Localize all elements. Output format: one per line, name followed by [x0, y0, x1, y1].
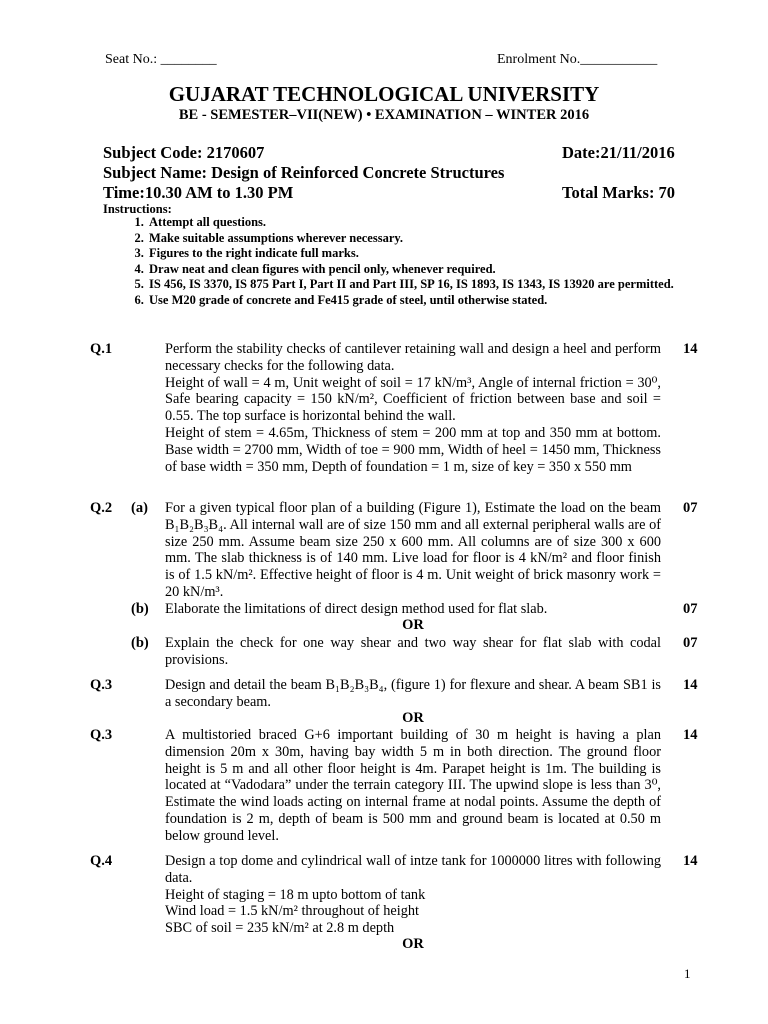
question-number: Q.2 — [90, 500, 113, 516]
instruction-item: 5. IS 456, IS 3370, IS 875 Part I, Part II and Part III, SP 16, IS 1893, IS 1343, IS 13920 are permitted. — [147, 277, 717, 293]
semester-line: BE - SEMESTER–VII(NEW) • EXAMINATION – WINTER 2016 — [178, 107, 590, 123]
question-paragraph: Height of stem = 4.65m, Thickness of stem = 200 mm at top and 350 mm at bottom. Base width = 2700 mm, Width of toe = 900 mm, Width of heel = 1450 mm, Thickness of base width = 350 mm, Depth of foundation = 1 m, size of key = 350 x 550 mm — [165, 424, 661, 475]
question-paragraph: Perform the stability checks of cantilever retaining wall and design a heel and perform necessary checks for the following data. — [165, 341, 661, 374]
question-data-line: Height of staging = 18 m upto bottom of tank — [165, 886, 426, 903]
question-number: Q.1 — [90, 341, 113, 357]
question-number: Q.4 — [90, 853, 113, 869]
question-marks: 07 — [683, 500, 698, 516]
question-text: For a given typical floor plan of a building (Figure 1), Estimate the load on the beam B₁B₂B₃B₄. All internal wall are of size 150 mm and all external peripheral walls are of size 250 mm. Assume beam size 250 x 600 mm. All columns are of size 300 x 600 mm. The slab thickness is of 140 mm. Live load for floor is 4 kN/m² and floor finish is of 1.5 kN/m². Effective height of floor is 4 m. Unit weight of brick masonry work = 20 kN/m³. — [165, 500, 661, 600]
question-text: A multistoried braced G+6 important building of 30 m height is having a plan dimension 20m x 30m, having bay width 5 m in both direction. The ground floor height is 5 m and all other floor height is 4m. Parapet height is 1m. The building is located at “Vadodara” under the terrain category III. The upwind slope is less than 3⁰, Estimate the wind loads acting on internal frame at nodal points. Assume the depth of foundation is 2 m, depth of beam is 500 mm and ground beam is located at 0.50 m below ground level. — [165, 727, 661, 844]
instructions-title: Instructions: — [103, 202, 172, 216]
question-text: Explain the check for one way shear and two way shear for flat slab with codal provisions. — [165, 635, 661, 668]
question-marks: 14 — [683, 341, 698, 357]
question-text: Elaborate the limitations of direct design method used for flat slab. — [165, 601, 548, 617]
question-text — [165, 341, 661, 475]
instruction-item: 6. Use M20 grade of concrete and Fe415 grade of steel, until otherwise stated. — [147, 293, 717, 309]
instruction-item: 1. Attempt all questions. — [147, 215, 717, 231]
question-number: Q.3 — [90, 727, 113, 743]
question-data-line: SBC of soil = 235 kN/m² at 2.8 m depth — [165, 920, 395, 937]
exam-time: Time:10.30 AM to 1.30 PM — [103, 183, 294, 202]
question-data-line: Wind load = 1.5 kN/m² throughout of height — [165, 903, 419, 920]
question-text — [165, 853, 661, 937]
question-marks: 14 — [683, 853, 698, 869]
question-number: Q.3 — [90, 677, 113, 693]
question-marks: 07 — [683, 601, 698, 617]
subquestion-label: (b) — [131, 635, 149, 651]
enrolment-number-field: Enrolment No.___________ — [497, 52, 658, 67]
question-marks: 14 — [683, 677, 698, 693]
subject-code: Subject Code: 2170607 — [103, 143, 265, 162]
or-separator: OR — [402, 936, 424, 952]
question-marks: 07 — [683, 635, 698, 651]
question-paragraph: Design a top dome and cylindrical wall of intze tank for 1000000 litres with following data. — [165, 853, 661, 886]
total-marks: Total Marks: 70 — [562, 183, 676, 202]
instructions-list — [110, 215, 717, 309]
question-marks: 14 — [683, 727, 698, 743]
question-text: Design and detail the beam B₁B₂B₃B₄, (figure 1) for flexure and shear. A beam SB1 is a secondary beam. — [165, 677, 661, 710]
university-title: GUJARAT TECHNOLOGICAL UNIVERSITY — [168, 82, 600, 106]
or-separator: OR — [402, 710, 424, 726]
subquestion-label: (a) — [131, 500, 148, 516]
subquestion-label: (b) — [131, 601, 149, 617]
question-paragraph: Height of wall = 4 m, Unit weight of soil = 17 kN/m³, Angle of internal friction = 30⁰, Safe bearing capacity = 150 kN/m², Coefficient of friction between base and soil = 0.55. The top surface is horizontal behind the wall. — [165, 374, 661, 425]
subject-name: Subject Name: Design of Reinforced Concrete Structures — [103, 163, 505, 182]
exam-date: Date:21/11/2016 — [562, 143, 675, 162]
page-number: 1 — [684, 966, 691, 981]
instruction-item: 4. Draw neat and clean figures with pencil only, whenever required. — [147, 262, 717, 278]
instruction-item: 2. Make suitable assumptions wherever necessary. — [147, 231, 717, 247]
instruction-item: 3. Figures to the right indicate full marks. — [147, 246, 717, 262]
seat-number-field: Seat No.: ________ — [105, 52, 217, 67]
or-separator: OR — [402, 617, 424, 633]
